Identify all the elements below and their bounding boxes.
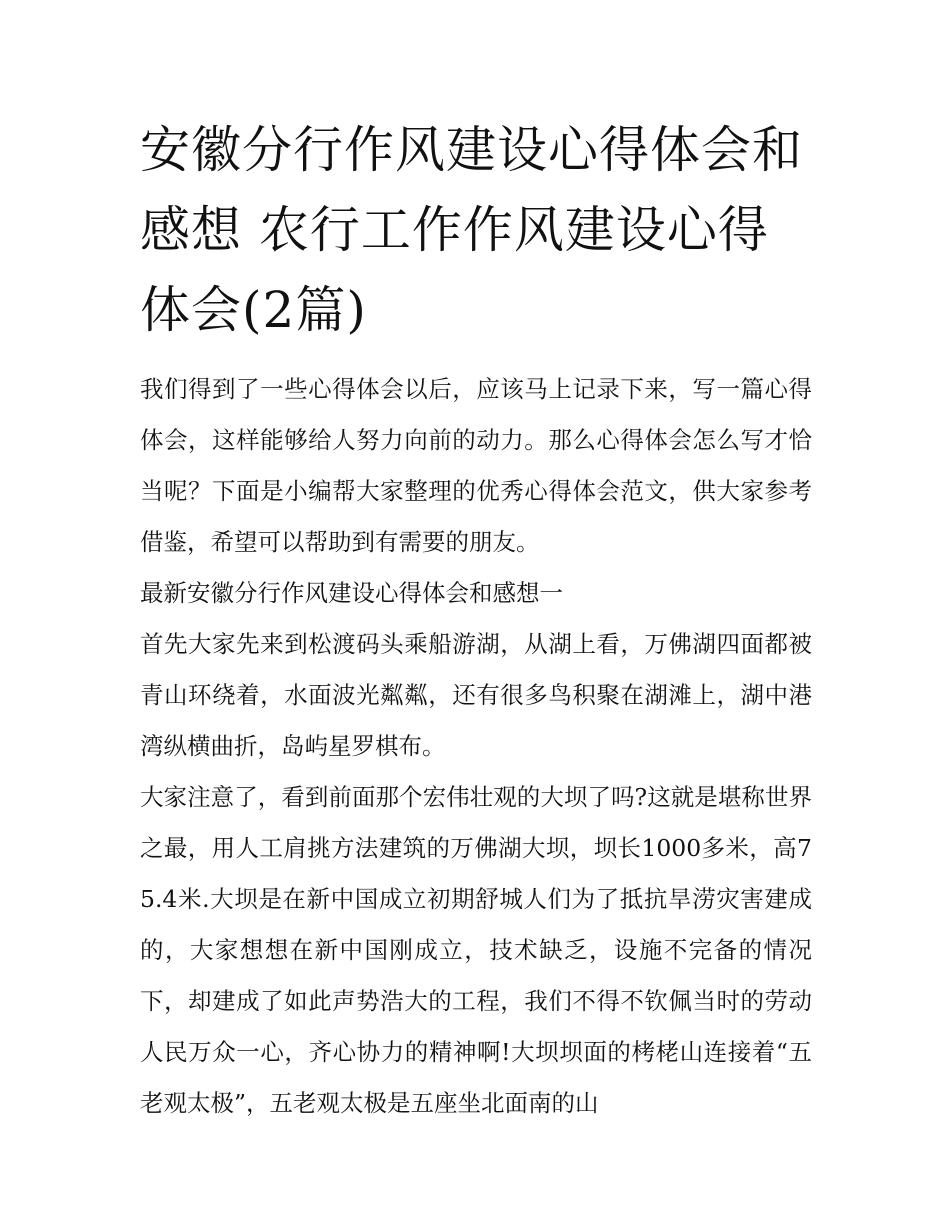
body-paragraph-1: 首先大家先来到松渡码头乘船游湖，从湖上看，万佛湖四面都被青山环绕着，水面波光粼粼，还有很多鸟积聚在湖滩上，湖中港湾纵横曲折，岛屿星罗棋布。 bbox=[140, 630, 812, 760]
section-heading: 最新安徽分行作风建设心得体会和感想一 bbox=[140, 579, 563, 607]
document-title: 安徽分行作风建设心得体会和感想 农行工作作风建设心得体会(2篇) bbox=[140, 121, 803, 339]
intro-paragraph: 我们得到了一些心得体会以后，应该马上记录下来，写一篇心得体会，这样能够给人努力向前的动力。那么心得体会怎么写才恰当呢？下面是小编帮大家整理的优秀心得体会范文，供大家参考借鉴，希望可以帮助到有需要的朋友。 bbox=[140, 375, 812, 556]
body-paragraph-2: 大家注意了，看到前面那个宏伟壮观的大坝了吗?这就是堪称世界之最，用人工肩挑方法建筑的万佛湖大坝，坝长1000多米，高75.4米.大坝是在新中国成立初期舒城人们为了抵抗旱涝灾害建成的，大家想想在新中国刚成立，技术缺乏，设施不完备的情况下，却建成了如此声势浩大的工程，我们不得不钦佩当时的劳动人民万众一心，齐心协力的精神啊!大坝坝面的栲栳山连接着“五老观太极”，五老观太极是五座坐北面南的山 bbox=[140, 783, 812, 1117]
document-page bbox=[140, 110, 812, 1129]
